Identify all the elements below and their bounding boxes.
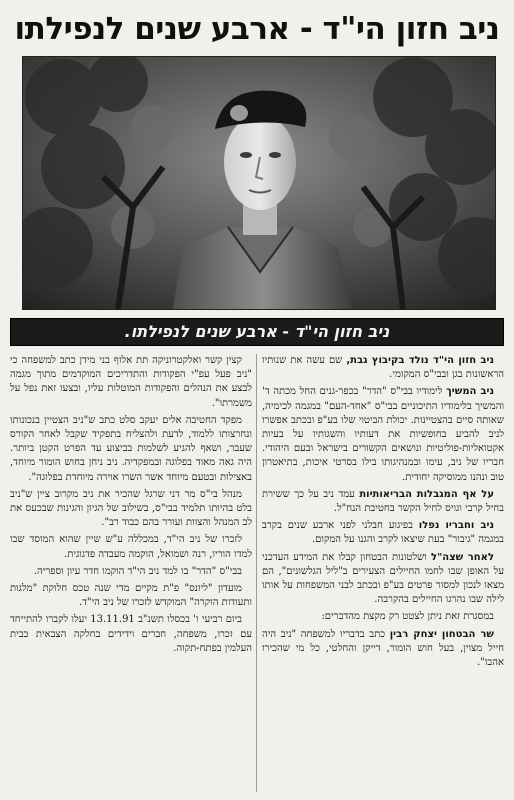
article-paragraph xyxy=(262,488,504,516)
soldier-portrait-image xyxy=(23,57,495,309)
paragraph-lead: שר הבטחון יצחק רבין xyxy=(389,628,494,640)
article-paragraph xyxy=(10,613,252,656)
paragraph-text: במסגרת זאת ניתן לצטט רק מקצת מהדברים: xyxy=(321,611,494,623)
paragraph-lead: ניב חזון הי"ד נולד בקיבוץ גבת, xyxy=(346,355,494,366)
paragraph-text: עמד ניב על כך ששירת בחיל קרבי וגויס לחיל הקשר בחטיבת הנח"ל. xyxy=(262,488,504,515)
paragraph-text: מפקד החטיבה אלים יעקב סלט כתב ש"ניב הצטיין בנכונותו ונחרצותו ללמוד, לדעת ולהצליח בתפקיד שקבל לאחר הקורס שעבר, ושאף להגיע לשלמות בביצוע עד הפרט הקטן ביותר. היה גאה מאוד בפלוגה ובמפקדיה. ניב ניחן בחוש הומור מיוחד, באצילות ובטעם מיוחד אשר השרו אוירה מיוחדת בפלוגה". xyxy=(10,414,252,483)
paragraph-text: מנהל בי"ס מר דני שרגל שהכיר את ניב מקרוב ציין ש"ניב בלט בהיותו תלמיד בבי"ס, בשילוב של הגיון והגינות שבכעס את לב המנהל והצוות ועורר בהם כבוד רב". xyxy=(10,488,252,529)
article-paragraph xyxy=(262,610,504,624)
article-column-left xyxy=(10,354,252,792)
article-column-right xyxy=(262,354,504,792)
article-paragraph xyxy=(10,565,252,579)
column-divider xyxy=(256,354,257,792)
article-paragraph xyxy=(262,354,504,382)
paragraph-lead: לאחר שצה"ל xyxy=(431,551,494,563)
paragraph-lead: על אף המגבלות הבריאותיות xyxy=(359,488,494,500)
paragraph-text: ביום רביעי ו' בכסלו תשנ"ב 13.11.91 יעלו לקברו להתייחד עם זכרו, משפחה, חברים וידידים בחלקה הצבאית בבית העלמין בפתח-תקוה. xyxy=(10,614,252,654)
paragraph-text: לימודיו בבי"ס "הדר" בכפר-גנים החל מכתה ד' והמשיך בלימודיו התיכוניים בבי"ס "אחד-העם" במגמה לכימיה, שאותה סיים בהצטיינות. יכולת הביטוי שלו בע"פ ובכתב אפשרו לניב להביע בחופשיות את דעותיו והשגותיו על בעיות אקטואליות-פוליטיות ונושאים הקשורים בישראל ובעם היהודי. חבריו של ניב, עימו ובמנהיגותו בילו בסרטי איכות, בתיאטרון טוב ונהנו ממוסיקה יחודית. xyxy=(262,386,504,483)
article-paragraph xyxy=(10,488,252,531)
article-paragraph xyxy=(10,354,252,411)
paragraph-text: כתב בדבריו למשפחה "ניב היה חייל מצוין, בעל חוש הומור, דייקן והחלטי, כל מי שהכירו אהבו". xyxy=(262,628,504,669)
photo-caption: ניב חזון הי"ד - ארבע שנים לנפילתו. xyxy=(10,318,504,346)
paragraph-text: שם עשה את שנותיו הראשונות בגן ובבי"ס המקומי. xyxy=(262,355,504,381)
article-paragraph xyxy=(262,628,504,671)
article-paragraph xyxy=(10,414,252,485)
paragraph-text: קצין קשר ואלקטרוניקה תת אלוף בני מידן כתב למשפחה כי "ניב פעל עפ"י הפקודות והתדריכים המוקדמים מתוך מגמה לבצע את הנהלים והפקודות המוטלות עליו, ובצעו זאת נפל על משמרתו". xyxy=(10,355,252,409)
soldier-photo xyxy=(22,56,496,310)
paragraph-text: מועדון "ליונס" פ"ת מקיים מדי שנה טכס חלוקת "מלגות ותעודות הוקרה" המוקדש לזכרו של ניב הי"ד. xyxy=(10,583,252,609)
article-paragraph xyxy=(262,519,504,547)
paragraph-lead: ניב וחבריו נפלו xyxy=(418,520,494,532)
article-paragraph xyxy=(10,533,252,561)
article-headline: ניב חזון הי"ד - ארבע שנים לנפילתו xyxy=(14,11,500,47)
paragraph-lead: ניב המשיך xyxy=(446,386,494,398)
article-paragraph xyxy=(10,582,252,610)
paragraph-text: בבי"ס "הדר" בו למד ניב הי"ד הוקמו חדר עיון וספריה. xyxy=(33,565,242,577)
paragraph-text: ושלטונות הבטחון קבלו את המידע העדכני על האופן שבו לחמו החיילים הצעירים ב"ליל הגלשונים", הם מצאו לנכון למסור פרטים בע"פ ובכתב לבני המשפחות על אותו לילה שבו נהרגו החיילים בהקרבה. xyxy=(262,551,504,606)
paragraph-text: בפיגוע חבלני לפני ארבע שנים בקרב במגמה "גיבור" בעת שיצאו לקרב והגנו על המקום. xyxy=(262,520,504,546)
article-paragraph xyxy=(262,385,504,484)
article-body xyxy=(10,354,504,792)
paragraph-text: לזכרו של ניב הי"ד, במכללה ע"ש שיין שהוא המוסד שבו למדו הוריו, רנה ושמואל, הוקמה מעבדה פדגוגית. xyxy=(10,534,252,560)
article-paragraph xyxy=(262,551,504,608)
